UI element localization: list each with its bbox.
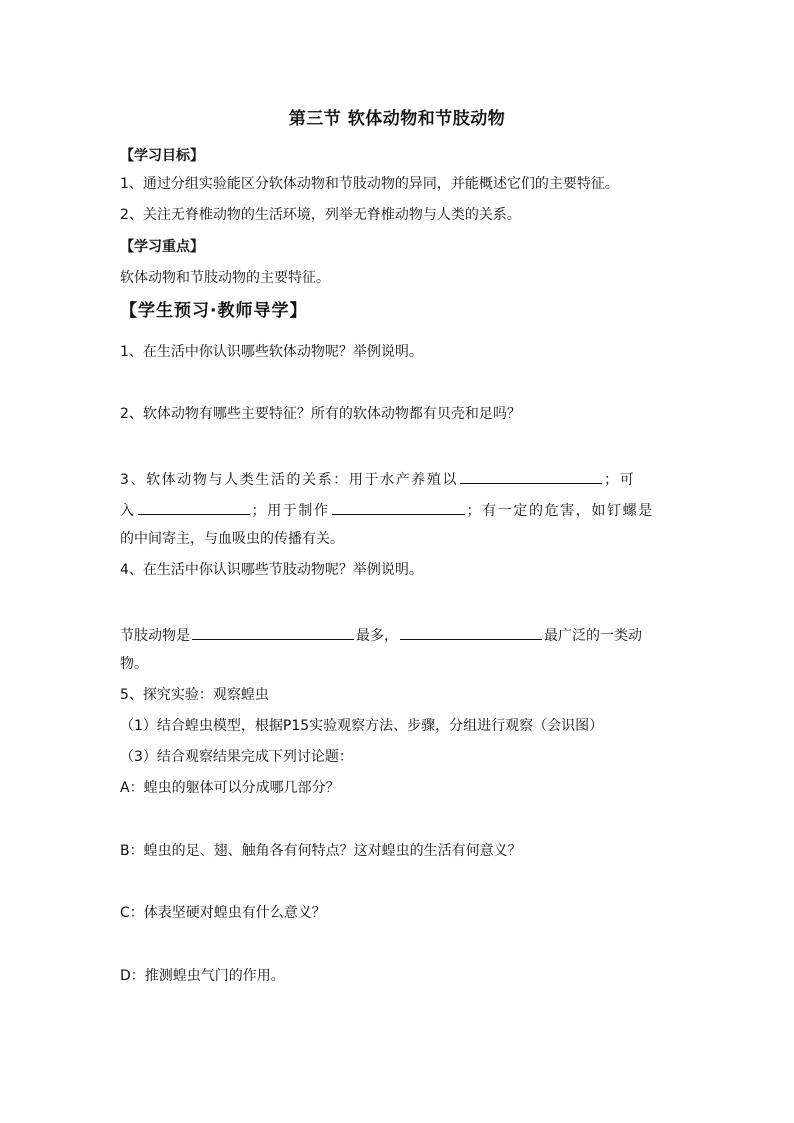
fill-blank-aquaculture[interactable]	[460, 467, 602, 484]
focus-heading: 【学习重点】	[120, 239, 204, 255]
question-3-line-3: 的中间寄主，与血吸虫的传播有关。	[120, 531, 344, 547]
question-3-line-1	[120, 467, 635, 490]
arthropod-text-a: 节肢动物是	[120, 628, 190, 644]
fill-blank-distribution[interactable]	[400, 623, 542, 640]
fill-blank-medicine[interactable]	[138, 498, 250, 515]
arthropod-text-b: 最多，	[356, 628, 398, 644]
question-5-step-3: （3）结合观察结果完成下列讨论题：	[120, 749, 353, 765]
question-3-line-2	[120, 498, 654, 521]
objective-1: 1、通过分组实验能区分软体动物和节肢动物的异同，并能概述它们的主要特征。	[120, 176, 619, 192]
discussion-c: C：体表坚硬对蝗虫有什么意义？	[120, 905, 326, 921]
question-5-heading: 5、探究实验：观察蝗虫	[120, 687, 269, 703]
discussion-d: D：推测蝗虫气门的作用。	[120, 968, 285, 984]
arthropod-line-1	[120, 623, 642, 646]
objective-2: 2、关注无脊椎动物的生活环境，列举无脊椎动物与人类的关系。	[120, 207, 521, 223]
question-3-text-c: 入	[120, 503, 136, 519]
fill-blank-products[interactable]	[332, 498, 465, 515]
question-3-text-e: ；有一定的危害，如钉螺是	[466, 503, 654, 519]
fill-blank-species-count[interactable]	[192, 623, 354, 640]
question-2: 2、软体动物有哪些主要特征？所有的软体动物都有贝壳和足吗？	[120, 406, 521, 422]
arthropod-text-c: 最广泛的一类动	[544, 628, 642, 644]
arthropod-line-2: 物。	[120, 656, 148, 672]
preview-heading: 【学生预习·教师导学】	[120, 301, 308, 321]
question-3-text-a: 3、软体动物与人类生活的关系：用于水产养殖以	[120, 472, 459, 488]
discussion-a: A：蝗虫的躯体可以分成哪几部分？	[120, 780, 340, 796]
question-3-text-b: ；可	[604, 472, 636, 488]
focus-text: 软体动物和节肢动物的主要特征。	[120, 270, 330, 286]
question-5-step-1: （1）结合蝗虫模型，根据P15实验观察方法、步骤，分组进行观察（会识图）	[120, 718, 604, 734]
objectives-heading: 【学习目标】	[120, 148, 204, 164]
question-3-text-d: ；用于制作	[251, 503, 330, 519]
discussion-b: B：蝗虫的足、翅、触角各有何特点？这对蝗虫的生活有何意义？	[120, 843, 522, 859]
question-1: 1、在生活中你认识哪些软体动物呢？举例说明。	[120, 344, 423, 360]
page-title: 第三节 软体动物和节肢动物	[288, 109, 506, 129]
question-4: 4、在生活中你认识哪些节肢动物呢？举例说明。	[120, 562, 423, 578]
